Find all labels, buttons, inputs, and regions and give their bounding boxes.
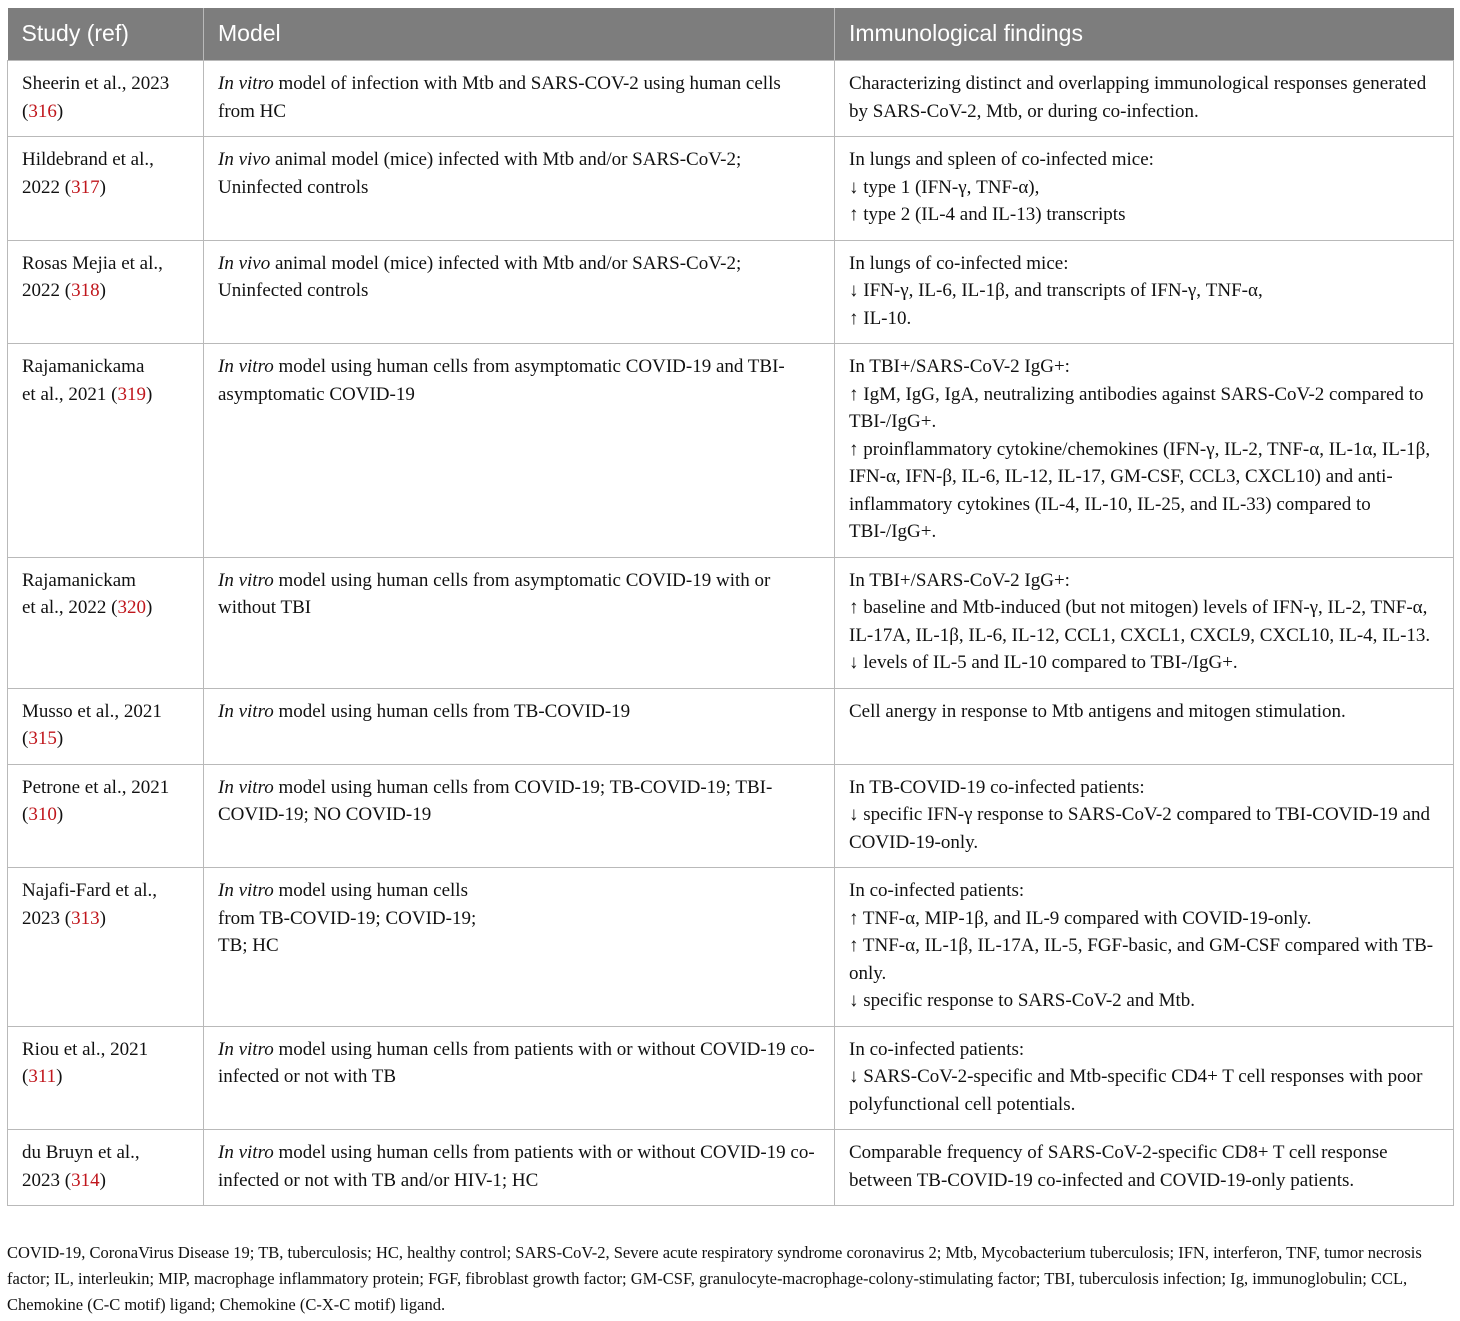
finding-line: Cell anergy in response to Mtb antigens and mitogen stimulation. — [849, 700, 1346, 722]
study-ref-line — [22, 801, 189, 829]
model-cell — [204, 137, 835, 241]
findings-cell — [835, 1026, 1454, 1130]
reference-link[interactable]: 320 — [117, 597, 147, 618]
study-ref-prefix: 2022 ( — [22, 176, 72, 198]
finding-line: ↑ TNF-α, IL-1β, IL-17A, IL-5, FGF-basic, and GM-CSF compared with TB-only. — [849, 935, 1434, 984]
findings-cell — [835, 1130, 1454, 1206]
model-first-line — [218, 253, 741, 302]
study-ref-prefix: ( — [22, 728, 29, 749]
study-ref-line — [22, 381, 189, 409]
study-author: Hildebrand et al., — [22, 149, 154, 170]
model-emphasis: In vitro — [218, 1038, 274, 1060]
study-ref-line — [22, 174, 189, 202]
study-ref-suffix: ) — [56, 804, 64, 825]
findings-cell — [835, 764, 1454, 868]
model-cell — [204, 1130, 835, 1206]
header-findings: Immunological findings — [835, 8, 1454, 61]
model-emphasis: In vitro — [218, 73, 274, 94]
study-author: du Bruyn et al., — [22, 1142, 140, 1163]
study-cell — [8, 1026, 204, 1130]
model-text-line: TB; HC — [218, 935, 279, 956]
study-ref-line — [22, 98, 189, 126]
study-ref-prefix: 2023 ( — [22, 1169, 72, 1191]
model-first-line — [218, 777, 772, 826]
findings-cell — [835, 240, 1454, 344]
table-row — [8, 868, 1454, 1027]
model-emphasis: In vivo — [218, 149, 271, 170]
finding-line: In TBI+/SARS-CoV-2 IgG+: — [849, 356, 1070, 377]
reference-link[interactable]: 310 — [28, 804, 57, 825]
finding-line: In co-infected patients: — [849, 880, 1025, 901]
study-cell — [8, 688, 204, 764]
study-ref-prefix: 2022 ( — [22, 280, 72, 301]
study-ref-line — [22, 725, 189, 753]
finding-line: ↑ IgM, IgG, IgA, neutralizing antibodies against SARS-CoV-2 compared to TBI-/IgG+. — [849, 383, 1424, 432]
table-row — [8, 344, 1454, 558]
study-author: Najafi-Fard et al., — [22, 880, 158, 901]
study-ref-suffix: ) — [56, 100, 64, 122]
finding-line: ↑ TNF-α, MIP-1β, and IL-9 compared with COVID-19-only. — [849, 907, 1312, 929]
table-header-row — [8, 8, 1454, 61]
model-cell — [204, 1026, 835, 1130]
study-ref-line — [22, 905, 189, 933]
finding-line: In TB-COVID-19 co-infected patients: — [849, 776, 1145, 798]
findings-cell — [835, 344, 1454, 558]
model-cell — [204, 764, 835, 868]
table-row — [8, 557, 1454, 688]
study-ref-line — [22, 1063, 189, 1091]
model-text: model using human cells from TB-COVID-19 — [273, 700, 631, 722]
table-footnote: COVID-19, CoronaVirus Disease 19; TB, tuberculosis; HC, healthy control; SARS-CoV-2, Severe acute respiratory syndrome coronavirus 2; Mtb, Mycobacterium tuberculosis; IFN, interferon, TNF, tumor necrosis factor; IL, interleukin; MIP, macrophage inflammatory protein; FGF, fibroblast growth factor; GM-CSF, granulocyte-macrophage-colony-stimulating factor; TBI, tuberculosis infection; Ig, immunoglobulin; CCL, Chemokine (C-C motif) ligand; Chemokine (C-X-C motif) ligand. — [7, 1243, 1422, 1314]
study-ref-prefix: 2023 ( — [22, 907, 72, 929]
study-ref-suffix: ) — [99, 1169, 106, 1191]
model-first-line — [218, 356, 785, 405]
study-ref-prefix: ( — [22, 804, 29, 825]
model-emphasis: In vitro — [218, 776, 274, 798]
model-emphasis: In vitro — [218, 700, 274, 722]
reference-link[interactable]: 314 — [71, 1169, 100, 1191]
findings-cell — [835, 557, 1454, 688]
model-first-line — [218, 73, 781, 122]
study-ref-prefix: ( — [22, 1066, 29, 1087]
model-emphasis: In vitro — [218, 1142, 274, 1163]
model-text: animal model (mice) infected with Mtb and/or SARS-CoV-2; Uninfected controls — [218, 252, 742, 301]
findings-cell — [835, 137, 1454, 241]
model-text: model using human cells — [273, 880, 468, 901]
finding-line: In TBI+/SARS-CoV-2 IgG+: — [849, 569, 1070, 591]
table-row — [8, 688, 1454, 764]
study-cell — [8, 1130, 204, 1206]
model-text: model using human cells from asymptomatic COVID-19 and TBI- asymptomatic COVID-19 — [218, 356, 785, 405]
study-author: Musso et al., 2021 — [22, 700, 162, 722]
study-cell — [8, 240, 204, 344]
model-cell — [204, 868, 835, 1027]
model-first-line — [218, 701, 630, 722]
model-first-line — [218, 1039, 815, 1088]
study-cell — [8, 137, 204, 241]
model-first-line — [218, 1142, 815, 1191]
finding-line: ↓ type 1 (IFN-γ, TNF-α), — [849, 176, 1040, 198]
table-row — [8, 61, 1454, 137]
finding-line: ↑ IL-10. — [849, 307, 912, 329]
table-row — [8, 1130, 1454, 1206]
finding-line: ↓ specific IFN-γ response to SARS-CoV-2 compared to TBI-COVID-19 and COVID-19-only. — [849, 804, 1430, 853]
study-ref-suffix: ) — [56, 1066, 63, 1087]
finding-line: ↓ IFN-γ, IL-6, IL-1β, and transcripts of IFN-γ, TNF-α, — [849, 280, 1263, 301]
model-text: animal model (mice) infected with Mtb and/or SARS-CoV-2; Uninfected controls — [218, 149, 742, 198]
findings-cell — [835, 61, 1454, 137]
study-cell — [8, 557, 204, 688]
study-author: Riou et al., 2021 — [22, 1038, 149, 1060]
header-study: Study (ref) — [8, 8, 204, 61]
finding-line: Characterizing distinct and overlapping immunological responses generated by SARS-CoV-2, Mtb, or during co-infection. — [849, 73, 1427, 122]
study-ref-prefix: et al., 2022 ( — [22, 597, 118, 618]
header-model: Model — [204, 8, 835, 61]
table-row — [8, 1026, 1454, 1130]
study-ref-prefix: et al., 2021 ( — [22, 383, 118, 405]
study-author: Rajamanickama — [22, 356, 145, 377]
finding-line: ↓ SARS-CoV-2-specific and Mtb-specific CD4+ T cell responses with poor polyfunctional cell potentials. — [849, 1066, 1423, 1115]
study-author: Rosas Mejia et al., — [22, 252, 163, 274]
table-row — [8, 764, 1454, 868]
reference-link[interactable]: 317 — [71, 176, 100, 198]
model-cell — [204, 240, 835, 344]
findings-cell — [835, 868, 1454, 1027]
model-cell — [204, 344, 835, 558]
model-cell — [204, 557, 835, 688]
model-text: model using human cells from COVID-19; TB-COVID-19; TBI-COVID-19; NO COVID-19 — [218, 776, 773, 825]
reference-link[interactable]: 319 — [117, 383, 147, 405]
model-text: model using human cells from patients with or without COVID-19 co-infected or not with TB and/or HIV-1; HC — [218, 1142, 815, 1191]
finding-line: ↑ proinflammatory cytokine/chemokines (IFN-γ, IL-2, TNF-α, IL-1α, IL-1β, IFN-α, IFN-β, IL-6, IL-12, IL-17, GM-CSF, CCL3, CXCL10) and anti-inflammatory cytokines (IL-4, IL-10, IL-25, and IL-33) compared to TBI-/IgG+. — [849, 438, 1431, 542]
model-emphasis: In vitro — [218, 356, 274, 377]
model-text: model using human cells from asymptomatic COVID-19 with or without TBI — [218, 569, 771, 618]
finding-line: ↑ baseline and Mtb-induced (but not mitogen) levels of IFN-γ, IL-2, TNF-α, IL-17A, IL-1β, IL-6, IL-12, CCL1, CXCL1, CXCL9, CXCL10, IL-4, IL-13. — [849, 597, 1431, 646]
model-text: model of infection with Mtb and SARS-COV-2 using human cells from HC — [218, 73, 781, 122]
study-ref-suffix: ) — [99, 176, 106, 198]
finding-line: ↓ specific response to SARS-CoV-2 and Mtb. — [849, 990, 1196, 1011]
study-ref-suffix: ) — [99, 280, 106, 301]
reference-link[interactable]: 313 — [71, 907, 100, 929]
study-ref-suffix: ) — [146, 597, 153, 618]
reference-link[interactable]: 311 — [28, 1066, 57, 1087]
study-author: Sheerin et al., 2023 — [22, 73, 170, 94]
finding-line: In lungs and spleen of co-infected mice: — [849, 149, 1154, 170]
study-author: Petrone et al., 2021 — [22, 776, 170, 798]
model-text-line: from TB-COVID-19; COVID-19; — [218, 907, 477, 929]
study-ref-suffix: ) — [56, 728, 64, 749]
reference-link[interactable]: 318 — [71, 280, 100, 301]
study-cell — [8, 764, 204, 868]
table-body — [8, 61, 1454, 1206]
study-ref-suffix: ) — [99, 907, 106, 929]
study-cell — [8, 61, 204, 137]
model-cell — [204, 61, 835, 137]
model-emphasis: In vivo — [218, 252, 271, 274]
study-ref-line — [22, 277, 189, 305]
finding-line: In co-infected patients: — [849, 1038, 1025, 1060]
model-cell — [204, 688, 835, 764]
finding-line: ↓ levels of IL-5 and IL-10 compared to TBI-/IgG+. — [849, 652, 1238, 673]
study-ref-line — [22, 1167, 189, 1195]
study-cell — [8, 868, 204, 1027]
table-row — [8, 240, 1454, 344]
table-row — [8, 137, 1454, 241]
study-ref-suffix: ) — [146, 383, 153, 405]
model-emphasis: In vitro — [218, 569, 274, 591]
model-first-line — [218, 880, 468, 901]
studies-table — [7, 8, 1454, 1206]
finding-line: Comparable frequency of SARS-CoV-2-specific CD8+ T cell response between TB-COVID-19 co-infected and COVID-19-only patients. — [849, 1142, 1388, 1191]
model-first-line — [218, 149, 741, 198]
findings-cell — [835, 688, 1454, 764]
reference-link[interactable]: 315 — [28, 728, 57, 749]
study-ref-line — [22, 594, 189, 622]
study-author: Rajamanickam — [22, 569, 136, 591]
study-cell — [8, 344, 204, 558]
model-first-line — [218, 570, 770, 619]
reference-link[interactable]: 316 — [28, 100, 57, 122]
model-emphasis: In vitro — [218, 880, 274, 901]
study-ref-prefix: ( — [22, 100, 29, 122]
finding-line: In lungs of co-infected mice: — [849, 252, 1069, 274]
finding-line: ↑ type 2 (IL-4 and IL-13) transcripts — [849, 204, 1126, 225]
model-text: model using human cells from patients with or without COVID-19 co-infected or not with TB — [218, 1038, 815, 1087]
